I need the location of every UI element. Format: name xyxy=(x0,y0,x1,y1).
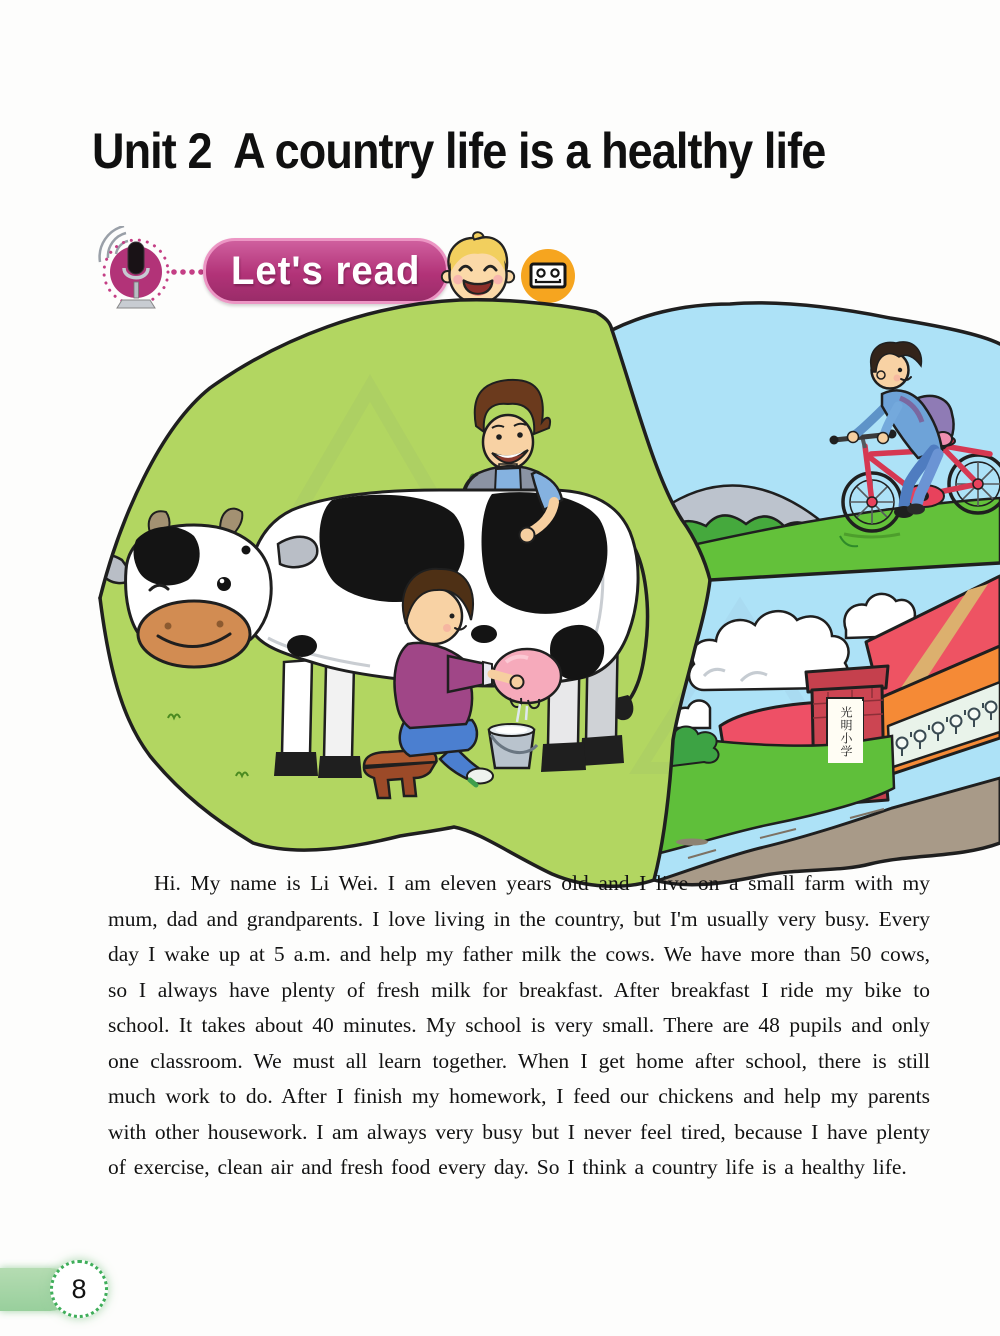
reading-passage: Hi. My name is Li Wei. I am eleven years old and I live on a small farm with my mum, dad and grandparents. I love living in the country, but I'm usually very busy. Every day I wake up at 5 a.m. and help my father milk the cows. We have more than 50 cows, so I always have plenty of fresh milk for breakfast. After breakfast I ride my bike to school. It takes about 40 minutes. My school is very small. There are 48 pupils and only one classroom. We must all learn together. When I get home after school, there is still much work to do. After I finish my homework, I feed our chickens and help my parents with other housework. I am always very busy but I never feel tired, because I have plenty of exercise, clean air and fresh food every day. So I think a country life is a healthy life. xyxy=(108,871,930,1179)
lets-read-label: Let's read xyxy=(231,248,421,293)
unit-title: Unit 2 A country life is a healthy life xyxy=(92,123,826,179)
school-sign xyxy=(828,701,863,763)
page-number-badge xyxy=(50,1260,108,1318)
page-number: 8 xyxy=(71,1273,87,1304)
farm-illustration xyxy=(40,298,1000,898)
lets-read-pill xyxy=(203,238,449,304)
cassette-tape-icon xyxy=(520,248,576,304)
school-sign-text: 光明小学 xyxy=(839,706,853,758)
